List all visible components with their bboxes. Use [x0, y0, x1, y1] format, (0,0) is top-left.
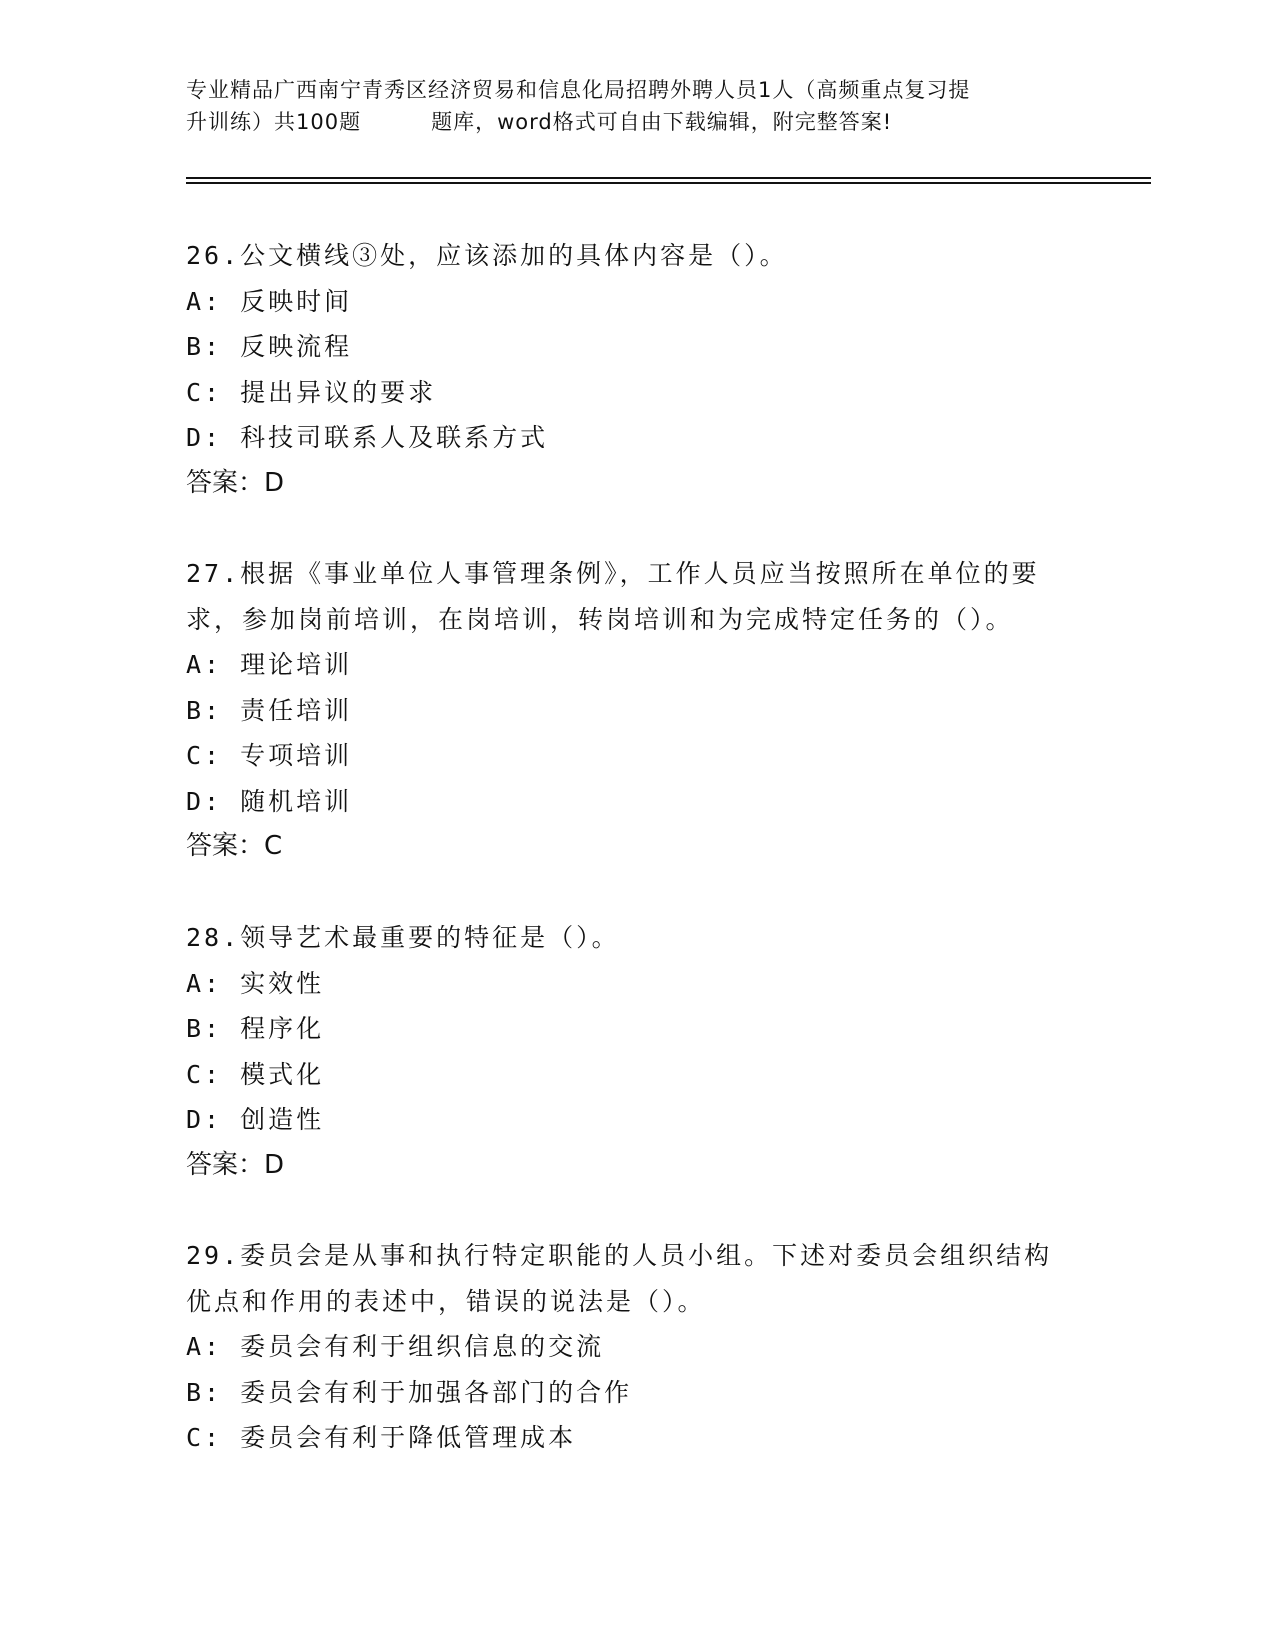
option-a: A: 反映时间 [186, 286, 353, 316]
question-stem: 28.领导艺术最重要的特征是（）。 [186, 923, 620, 952]
option-a: A: 委员会有利于组织信息的交流 [186, 1332, 605, 1361]
question-26 [186, 233, 1086, 506]
option-a: A: 理论培训 [186, 650, 353, 679]
document-header [186, 74, 1086, 138]
question-27 [186, 551, 1086, 870]
option-c: C: 专项培训 [186, 741, 353, 770]
option-b: B: 责任培训 [186, 695, 353, 725]
header-line-2-start: 升训练）共100题 [186, 110, 362, 134]
answer: 答案：D [186, 1149, 285, 1180]
option-c: C: 委员会有利于降低管理成本 [186, 1423, 577, 1452]
answer: 答案：C [186, 831, 283, 861]
option-b: B: 程序化 [186, 1014, 325, 1043]
header-rule-top [186, 177, 1151, 179]
option-d: D: 创造性 [186, 1105, 325, 1134]
option-d: D: 随机培训 [186, 786, 353, 816]
header-line-2-end: 题库，word格式可自由下载编辑，附完整答案! [431, 110, 893, 134]
header-rule-bottom [186, 182, 1151, 184]
option-c: C: 模式化 [186, 1059, 325, 1089]
option-b: B: 委员会有利于加强各部门的合作 [186, 1377, 633, 1407]
question-29 [186, 1233, 1086, 1461]
option-d: D: 科技司联系人及联系方式 [186, 423, 549, 452]
option-c: C: 提出异议的要求 [186, 377, 437, 407]
question-stem-line-1: 27.根据《事业单位人事管理条例》，工作人员应当按照所在单位的要 [186, 559, 1040, 588]
question-stem-line-2: 求，参加岗前培训，在岗培训，转岗培训和为完成特定任务的（）。 [186, 604, 1014, 634]
answer: 答案：D [186, 467, 285, 498]
header-line-1: 专业精品广西南宁青秀区经济贸易和信息化局招聘外聘人员1人（高频重点复习提 [186, 78, 971, 102]
question-stem: 26.公文横线③处，应该添加的具体内容是（）。 [186, 241, 788, 270]
question-28 [186, 915, 1086, 1188]
option-b: B: 反映流程 [186, 332, 353, 361]
question-stem-line-1: 29.委员会是从事和执行特定职能的人员小组。下述对委员会组织结构 [186, 1241, 1053, 1270]
option-a: A: 实效性 [186, 968, 325, 998]
question-stem-line-2: 优点和作用的表述中，错误的说法是（）。 [186, 1286, 706, 1316]
header-line-2 [186, 106, 1086, 138]
